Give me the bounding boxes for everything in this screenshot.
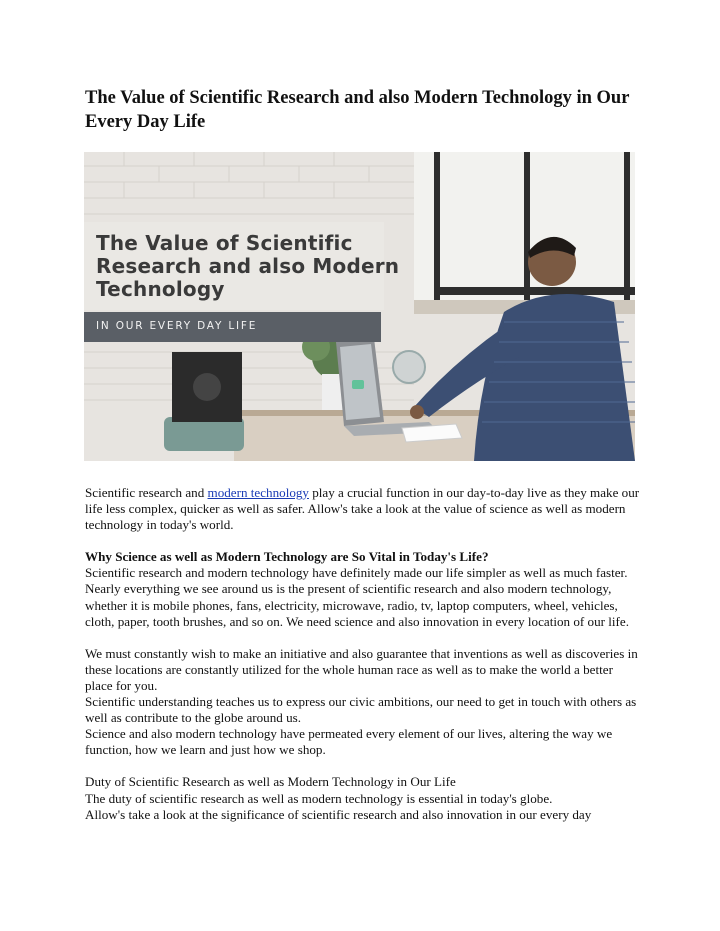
hero-image xyxy=(84,152,635,461)
intro-paragraph xyxy=(85,485,640,533)
section2-paragraph-2: Scientific understanding teaches us to express our civic ambitions, our need to get in touch with others as well as contribute to the globe around us. xyxy=(85,694,637,726)
section2-paragraph-3: Science and also modern technology have permeated every element of our lives, altering the way we function, how we learn and just how we shop. xyxy=(85,726,613,758)
section1-paragraph: Scientific research and modern technology have definitely made our life simpler as well as much faster. Nearly everything we see around us is the present of scientific research and also modern technology, whether it is mobile phones, fans, electricity, microwave, radio, tv, laptop computers, wheel, vehicles, cloth, paper, tooth brushes, and so on. We need science and also innovation in every location of our life. xyxy=(85,565,629,629)
section2-paragraph-1: We must constantly wish to make an initiative and also guarantee that inventions as well as discoveries in these locations are constantly utilized for the whole human race as well as to make the world a better place for you. xyxy=(85,645,638,693)
section3-heading: Duty of Scientific Research as well as Modern Technology in Our Life xyxy=(85,774,456,790)
article-title: The Value of Scientific Research and also Modern Technology in Our Every Day Life xyxy=(85,88,630,132)
section3-paragraph-2: Allow's take a look at the significance of scientific research and also innovation in our every day xyxy=(85,806,592,822)
hero-photo-illustration xyxy=(84,152,635,461)
section3-paragraph-1: The duty of scientific research as well as modern technology is essential in today's globe. xyxy=(85,790,553,806)
article-body xyxy=(85,485,640,823)
hero-banner-subtitle: IN OUR EVERY DAY LIFE xyxy=(96,320,258,332)
hero-banner-title: The Value of Scientific Research and also Modern Technology xyxy=(96,231,400,301)
intro-text-end: play a crucial function in our day-to-day live as they make our life less complex, quicker as well as safer. Allow's take a look at the value of science as well as modern technology in today's world. xyxy=(85,485,640,533)
intro-text-start: Scientific research and xyxy=(85,485,208,500)
section1-heading: Why Science as well as Modern Technology are So Vital in Today's Life? xyxy=(85,549,489,565)
modern-technology-link[interactable]: modern technology xyxy=(207,485,309,500)
